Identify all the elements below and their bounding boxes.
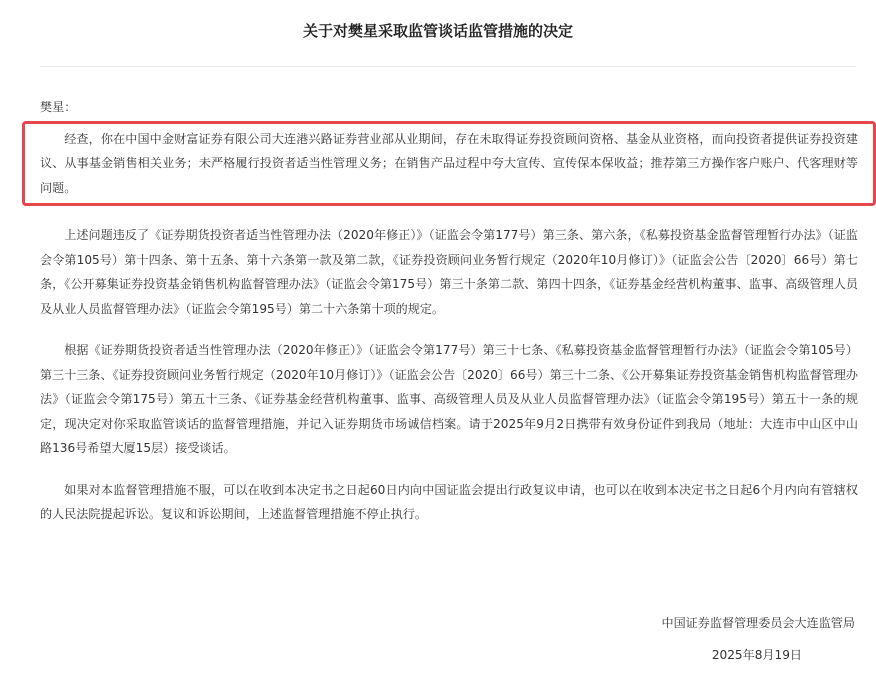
paragraph-gap	[40, 321, 858, 338]
salutation: 樊星：	[40, 100, 77, 114]
paragraph-findings: 经查，你在中国中金财富证券有限公司大连港兴路证券营业部从业期间，存在未取得证券投资顾问资格、基金从业资格，而向投资者提供证券投资建议、从事基金销售相关业务；未严格履行投资者适当性管理义务；在销售产品过程中夸大宣传、宣传保本保收益；推荐第三方操作客户账户、代客理财等问题。	[40, 131, 858, 195]
paragraph-violation: 上述问题违反了《证券期货投资者适当性管理办法（2020年修正）》（证监会令第177号）第三条、第六条，《私募投资基金监督管理暂行办法》（证监会令第105号）第十四条、第十五条、第十六条第一款及第二款，《证券投资顾问业务暂行规定（2020年10月修订）》（证监会公告〔2020〕66号）第七条，《公开募集证券投资基金销售机构监督管理办法》（证监会令第175号）第三十条第二款、第四十四条，《证券基金经营机构董事、监事、高级管理人员及从业人员监督管理办法》（证监会令第195号）第二十六条第十项的规定。	[40, 228, 858, 316]
issuer-signature: 中国证券监督管理委员会大连监管局	[661, 616, 855, 630]
title-divider	[40, 66, 856, 67]
issue-date: 2025年8月19日	[711, 648, 802, 662]
paragraph-gap	[40, 206, 858, 223]
paragraph-decision: 根据《证券期货投资者适当性管理办法（2020年修正）》（证监会令第177号）第三十七条、《私募投资基金监督管理暂行办法》（证监会令第105号）第三十三条、《证券投资顾问业务暂行规定（2020年10月修订）》（证监会公告〔2020〕66号）第三十二条、《公开募集证券投资基金销售机构监督管理办法》（证监会令第175号）第五十三条、《证券基金经营机构董事、监事、高级管理人员及从业人员监督管理办法》（证监会令第195号）第五十一条的规定，现决定对你采取监管谈话的监督管理措施，并记入证券期货市场诚信档案。请于2025年9月2日携带有效身份证件到我局（地址：大连市中山区中山路136号希望大厦15层）接受谈话。	[40, 343, 858, 455]
paragraph-appeal: 如果对本监督管理措施不服，可以在收到本决定书之日起60日内向中国证监会提出行政复议申请，也可以在收到本决定书之日起6个月内向有管辖权的人民法院提起诉讼。复议和诉讼期间，上述监督管理措施不停止执行。	[40, 482, 858, 521]
paragraph-gap	[40, 461, 858, 478]
document-title: 关于对樊星采取监管谈话监管措施的决定	[302, 22, 573, 40]
highlight-box	[22, 121, 876, 207]
document-body	[40, 95, 858, 527]
